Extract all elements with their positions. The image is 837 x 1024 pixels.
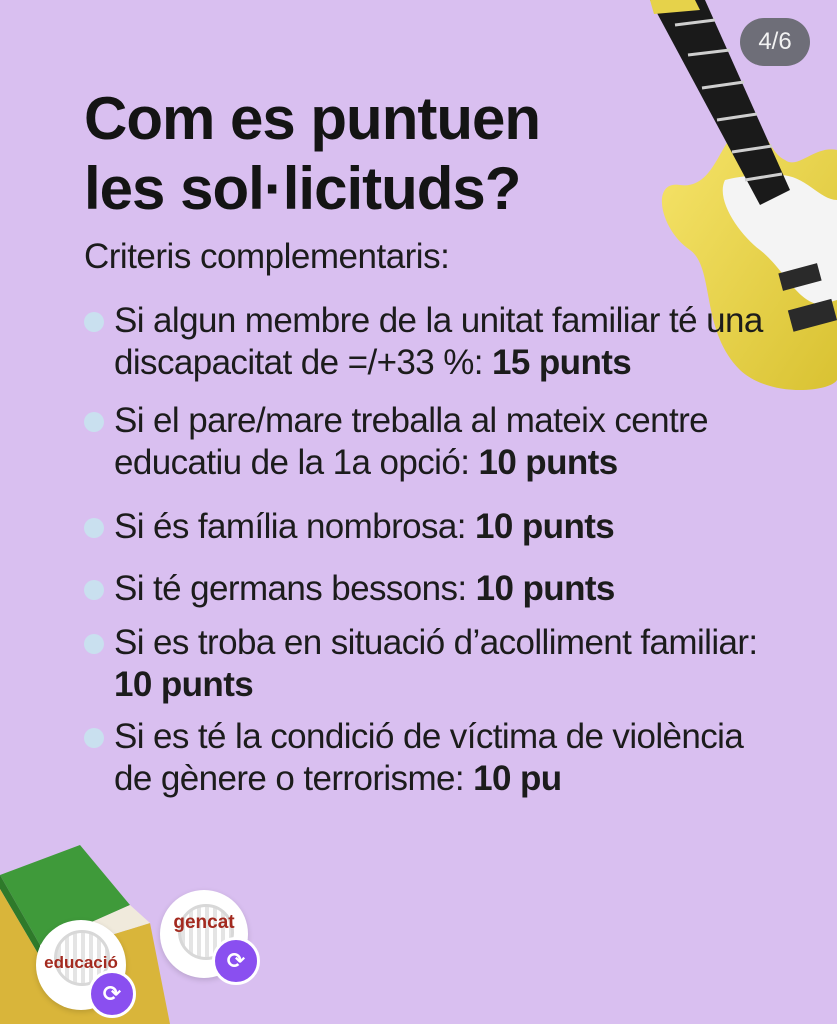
title-line-2: les sol·licituds? xyxy=(84,155,521,222)
criterion-points: 15 punts xyxy=(492,343,632,382)
bullet xyxy=(84,634,104,654)
sync-icon[interactable]: ⟳ xyxy=(88,970,136,1018)
criterion-text: Si es té la condició de víctima de violència de gènere o terrorisme: xyxy=(114,717,744,798)
bullet xyxy=(84,312,104,332)
criterion-victim xyxy=(84,716,764,800)
criterion-points: 10 punts xyxy=(114,665,254,704)
criterion-points: 10 punts xyxy=(475,569,615,608)
criteria-list xyxy=(84,300,764,800)
criterion-points: 10 pu xyxy=(473,759,562,798)
bullet xyxy=(84,728,104,748)
criterion-text: Si és família nombrosa: xyxy=(114,507,476,546)
criterion-parent-works xyxy=(84,400,764,484)
criterion-text: Si es troba en situació d’acolliment familiar: xyxy=(114,623,758,662)
bullet xyxy=(84,518,104,538)
criterion-large-family xyxy=(84,506,764,548)
page-title xyxy=(84,84,684,224)
criterion-points: 10 punts xyxy=(475,507,615,546)
subtitle: Criteris complementaris: xyxy=(84,237,450,276)
bullet xyxy=(84,580,104,600)
title-line-1: Com es puntuen xyxy=(84,85,541,152)
gencat-label: gencat xyxy=(173,912,235,933)
sync-icon[interactable]: ⟳ xyxy=(212,937,260,985)
criterion-twins xyxy=(84,568,764,610)
criterion-text: Si algun membre de la unitat familiar té una discapacitat de =/+33 %: xyxy=(114,301,763,382)
page-counter: 4/6 xyxy=(740,18,810,66)
criterion-disability xyxy=(84,300,764,384)
criterion-text: Si té germans bessons: xyxy=(114,569,476,608)
criterion-text: Si el pare/mare treballa al mateix centre educatiu de la 1a opció: xyxy=(114,401,709,482)
bullet xyxy=(84,412,104,432)
educacio-label: educació xyxy=(44,953,118,972)
criterion-points: 10 punts xyxy=(478,443,618,482)
criterion-foster xyxy=(84,622,764,706)
